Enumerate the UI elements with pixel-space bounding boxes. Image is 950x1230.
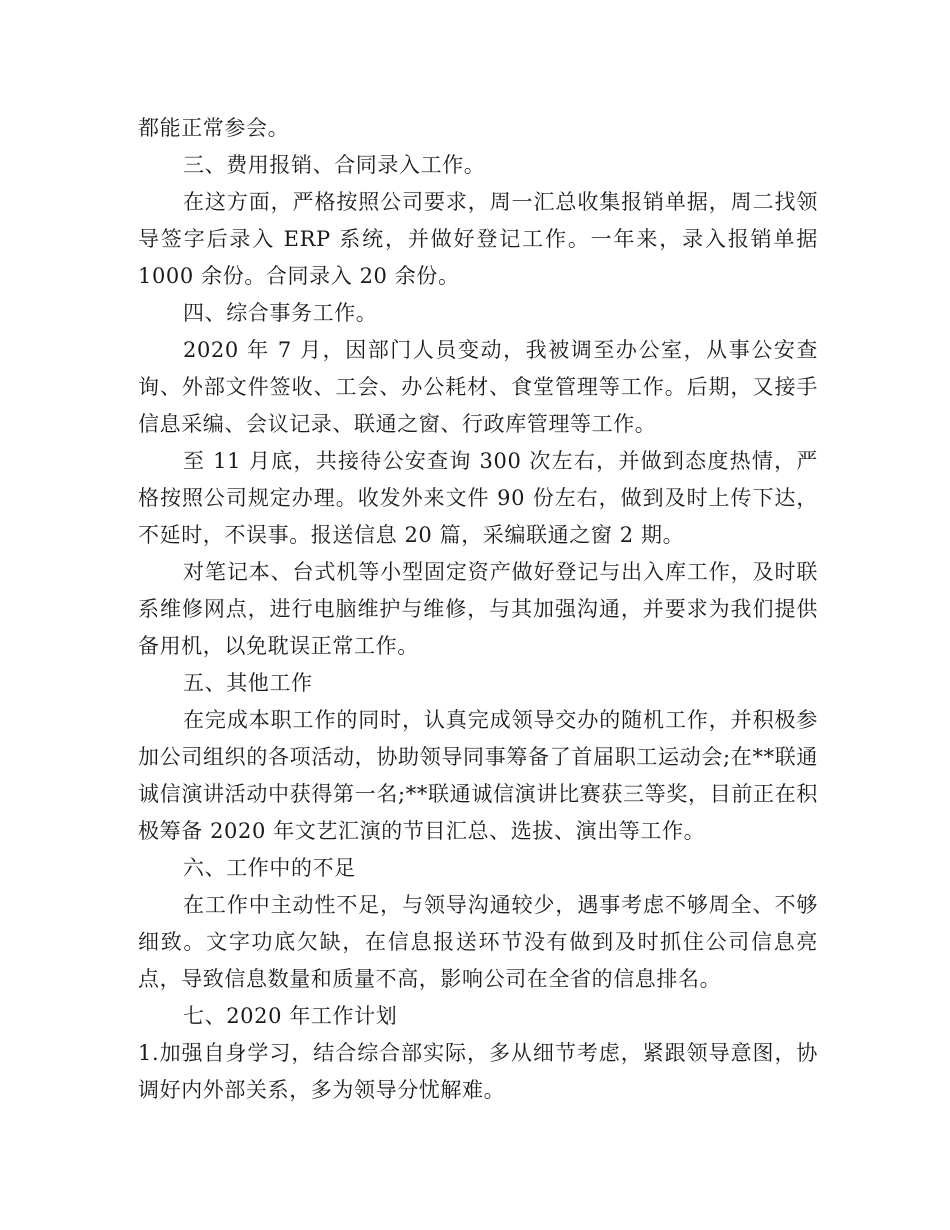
document-body xyxy=(138,110,818,1109)
paragraph-general-affairs-1: 2020 年 7 月，因部门人员变动，我被调至办公室，从事公安查询、外部文件签收、工会、办公耗材、食堂管理等工作。后期，又接手信息采编、会议记录、联通之窗、行政库管理等工作。 xyxy=(138,338,818,436)
section-heading-shortcomings: 六、工作中的不足 xyxy=(183,856,356,880)
paragraph-continuation: 都能正常参会。 xyxy=(138,116,290,140)
paragraph-general-affairs-3: 对笔记本、台式机等小型固定资产做好登记与出入库工作，及时联系维修网点，进行电脑维护与维修，与其加强沟通，并要求为我们提供备用机，以免耽误正常工作。 xyxy=(138,560,818,658)
paragraph-shortcomings: 在工作中主动性不足，与领导沟通较少，遇事考虑不够周全、不够细致。文字功底欠缺，在信息报送环节没有做到及时抓住公司信息亮点，导致信息数量和质量不高，影响公司在全省的信息排名。 xyxy=(138,893,818,991)
plan-item-1: 1.加强自身学习，结合综合部实际，多从细节考虑，紧跟领导意图，协调好内外部关系，多为领导分忧解难。 xyxy=(138,1041,818,1102)
paragraph-other-work: 在完成本职工作的同时，认真完成领导交办的随机工作，并积极参加公司组织的各项活动，协助领导同事筹备了首届职工运动会;在**联通诚信演讲活动中获得第一名;**联通诚信演讲比赛获三等奖，目前正在积极筹备 2020 年文艺汇演的节目汇总、选拔、演出等工作。 xyxy=(138,708,818,843)
paragraph-general-affairs-2: 至 11 月底，共接待公安查询 300 次左右，并做到态度热情，严格按照公司规定办理。收发外来文件 90 份左右，做到及时上传下达，不延时，不误事。报送信息 20 篇，采编联通之窗 2 期。 xyxy=(138,449,818,547)
section-heading-general-affairs: 四、综合事务工作。 xyxy=(183,301,378,325)
paragraph-expense: 在这方面，严格按照公司要求，周一汇总收集报销单据，周二找领导签字后录入 ERP 系统，并做好登记工作。一年来，录入报销单据 1000 余份。合同录入 20 余份。 xyxy=(138,190,818,288)
section-heading-expense: 三、费用报销、合同录入工作。 xyxy=(183,153,486,177)
section-heading-work-plan: 七、2020 年工作计划 xyxy=(183,1004,398,1028)
section-heading-other-work: 五、其他工作 xyxy=(183,671,313,695)
